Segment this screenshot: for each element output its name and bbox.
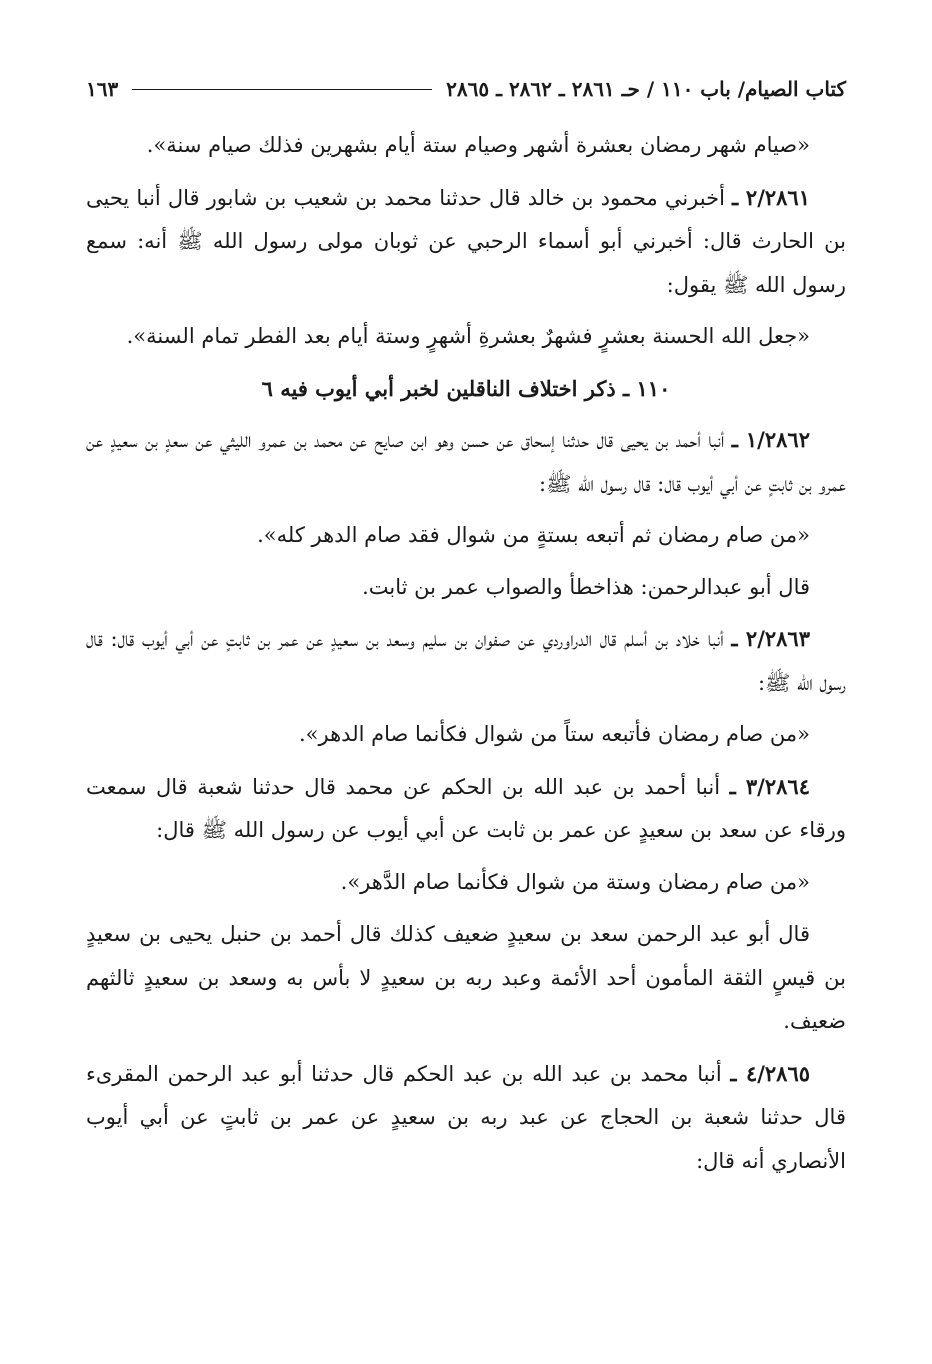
running-header: [86, 72, 846, 106]
quote-paragraph: «من صام رمضان وستة من شوال فكأنما صام الدَّهر».: [340, 869, 810, 894]
hadith-paragraph: [86, 765, 846, 853]
quote-paragraph: «صيام شهر رمضان بعشرة أشهر وصيام ستة أيام بشهرين فذلك صيام سنة».: [146, 133, 810, 157]
quote-paragraph: «جعل الله الحسنة بعشرٍ فشهرٌ بعشرةِ أشهرٍ وستة أيام بعد الفطر تمام السنة».: [126, 324, 810, 348]
hadith-paragraph: [86, 418, 846, 506]
hadith-paragraph: [86, 1052, 846, 1184]
hadith-text: أنبا خلاد بن أسلم قال الدراوردي عن صفوان بن سليم وسعد بن سعيدٍ عن عمر بن ثابتٍ عن أبي أيوب قال: قال رسول الله ﷺ:: [86, 627, 846, 695]
hadith-number: ٤/٢٨٦٥ ـ: [730, 1060, 811, 1086]
commentary-paragraph: قال أبو عبدالرحمن: هذاخطأ والصواب عمر بن ثابت.: [362, 574, 810, 599]
header-rule: [132, 89, 432, 90]
hadith-number: ٢/٢٨٦١ ـ: [732, 184, 810, 210]
page-body: [86, 124, 846, 1191]
chapter-heading: ١١٠ ـ ذكر اختلاف الناقلين لخبر أبي أيوب فيه ٦: [261, 375, 671, 401]
hadith-number: ٣/٢٨٦٤ ـ: [729, 773, 810, 799]
quote-paragraph: «من صام رمضان فأتبعه ستاً من شوال فكأنما صام الدهر».: [298, 722, 810, 746]
header-title: كتاب الصيام/ باب ١١٠ / حـ ٢٨٦١ ـ ٢٨٦٢ ـ ٢٨٦٥: [446, 77, 846, 101]
hadith-text: أخبرني محمود بن خالد قال حدثنا محمد بن شعيب بن شابور قال أنبا يحيى بن الحارث قال: أخبرني أبو أسماء الرحبي عن ثوبان مولى رسول الله ﷺ أنه: سمع رسول الله ﷺ يقول:: [86, 185, 846, 297]
commentary-paragraph: [86, 912, 846, 1044]
hadith-number: ٢/٢٨٦٣ ـ: [731, 626, 810, 651]
page-number: ١٦٣: [86, 77, 119, 101]
hadith-paragraph: [86, 617, 846, 705]
hadith-paragraph: [86, 176, 846, 308]
hadith-number: ١/٢٨٦٢ ـ: [731, 427, 810, 452]
quote-paragraph: «من صام رمضان ثم أتبعه بستةٍ من شوال فقد صام الدهر كله».: [257, 523, 810, 547]
hadith-text: أنبا أحمد بن يحيى قال حدثنا إسحاق عن حسن وهو ابن صايح عن محمد بن عمرو الليثي عن سعدٍ بن سعيدٍ عن عمرو بن ثابتٍ عن أبي أيوب قال: قال رسول الله ﷺ:: [86, 428, 846, 496]
commentary-text: قال أبو عبد الرحمن سعد بن سعيدٍ ضعيف كذلك قال أحمد بن حنبل يحيى بن سعيدٍ بن قيسٍ الثقة المأمون أحد الأئمة وعبد ربه بن سعيدٍ لا بأس به وسعد بن سعيدٍ ثالثهم ضعيف.: [86, 922, 846, 1033]
hadith-text: أنبا محمد بن عبد الله بن عبد الحكم قال حدثنا أبو عبد الرحمن المقرىء قال حدثنا شعبة بن الحجاج عن عبد ربه بن سعيدٍ عن عمر بن ثابتٍ عن أبي أيوب الأنصاري أنه قال:: [86, 1061, 846, 1173]
hadith-text: أنبا أحمد بن عبد الله بن الحكم عن محمد قال حدثنا شعبة قال سمعت ورقاء عن سعد بن سعيدٍ عن عمر بن ثابت عن أبي أيوب عن رسول الله ﷺ قال:: [86, 774, 846, 842]
